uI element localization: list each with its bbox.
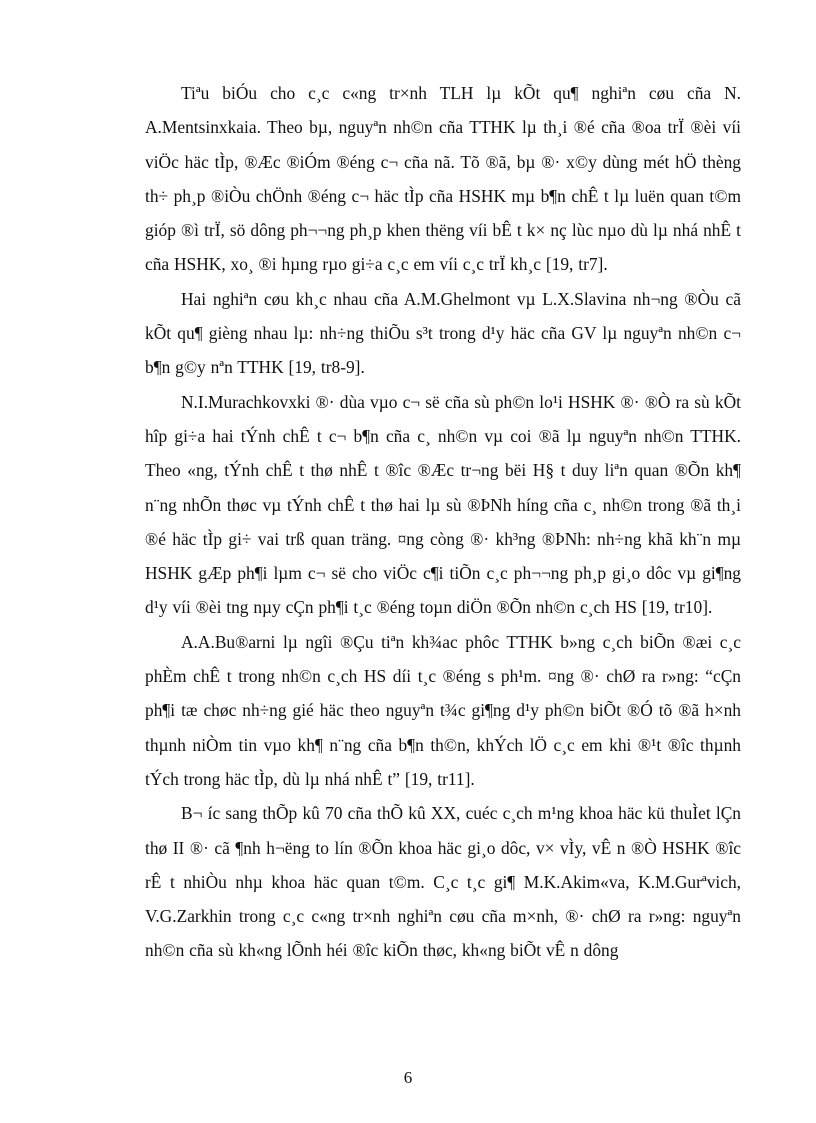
paragraph-2: Hai nghiªn cøu kh¸c nhau cña A.M.Ghelmont vµ L.X.Slavina nh¬ng ®Òu cã kÕt qu¶ gièng nhau lµ: nh÷ng thiÕu s³t trong d¹y häc cña GV lµ nguyªn nh©n c¬ b¶n g©y nªn TTHK [19, tr8-9]. <box>145 288 741 378</box>
paragraph-3: N.I.Murachkovxki ®· dùa vµo c¬ së cña sù ph©n lo¹i HSHK ®· ®Ò ra sù kÕt hîp gi÷a hai tÝnh chÊ t c¬ b¶n cña c¸ nh©n vµ coi ®ã lµ nguyªn nh©n TTHK. Theo «ng, tÝnh chÊ t thø nhÊ t ®îc ®Æc tr¬ng bëi H§ t duy liªn quan ®Õn kh¶ n¨ng nhÕn thøc vµ tÝnh chÊ t thø hai lµ sù ®ÞNh híng cña c¸ nh©n trong ®ã th¸i ®é häc tÌp gi÷ vai trß quan träng. ¤ng còng ®· kh³ng ®ÞNh: nh÷ng khã kh¨n mµ HSHK gÆp ph¶i lµm c¬ së cho viÖc c¶i tiÕn c¸c ph¬¬ng ph¸p gi¸o dôc vµ gi¶ng d¹y víi ®èi tng nµy cÇn ph¶i t¸c ®éng toµn diÖn ®Õn nh©n c¸ch HS [19, tr10]. <box>145 391 741 618</box>
page-number: 6 <box>403 1068 413 1087</box>
document-body <box>145 76 741 968</box>
paragraph-1: Tiªu biÓu cho c¸c c«ng tr×nh TLH lµ kÕt qu¶ nghiªn cøu cña N. A.Mentsinxkaia. Theo bµ, nguyªn nh©n cña TTHK lµ th¸i ®é cña ®oa trÏ ®èi víi viÖc häc tÌp, ®Æc ®iÓm ®éng c¬ cña nã. Tõ ®ã, bµ ®· x©y dùng mét hÖ thèng th÷ ph¸p ®iÒu chÖnh ®éng c¬ häc tÌp cña HSHK mµ b¶n chÊ t lµ luën quan t©m gióp ®ì trÏ, sö dông ph¬¬ng ph¸p khen thëng víi bÊ t k× nç lùc nµo dù lµ nhá nhÊ t cña HSHK, xo¸ ®i hµng rµo gi÷a c¸c em víi c¸c trÏ kh¸c [19, tr7]. <box>145 83 741 275</box>
paragraph-4: A.A.Bu®arni lµ ngîi ®Çu tiªn kh¾ac phôc TTHK b»ng c¸ch biÕn ®æi c¸c phÈm chÊ t trong nh©n c¸ch HS díi t¸c ®éng s ph¹m. ¤ng ®· chØ ra r»ng: “cÇn ph¶i tæ chøc nh÷ng gié häc theo nguyªn t¾c gi¶ng d¹y ph©n biÕt ®Ó tõ ®ã h×nh thµnh niÒm tin vµo kh¶ n¨ng cña b¶n th©n, khÝch lÖ c¸c em khi ®¹t ®îc thµnh tÝch trong häc tÌp, dù lµ nhá nhÊ t” [19, tr11]. <box>145 631 741 789</box>
paragraph-5: B¬ íc sang thÕp kû 70 cña thÕ kû XX, cuéc c¸ch m¹ng khoa häc kü thuÌet lÇn thø II ®· cã ¶nh h¬ëng to lín ®Õn khoa häc gi¸o dôc, v× vÌy, vÊ n ®Ò HSHK ®îc rÊ t nhiÒu nhµ khoa häc quan t©m. C¸c t¸c gi¶ M.K.Akim«va, K.M.Gurªvich, V.G.Zarkhin trong c¸c c«ng tr×nh nghiªn cøu cña m×nh, ®· chØ ra r»ng: nguyªn nh©n cña sù kh«ng lÕnh héi ®îc kiÕn thøc, kh«ng biÕt vÊ n dông <box>145 803 741 961</box>
